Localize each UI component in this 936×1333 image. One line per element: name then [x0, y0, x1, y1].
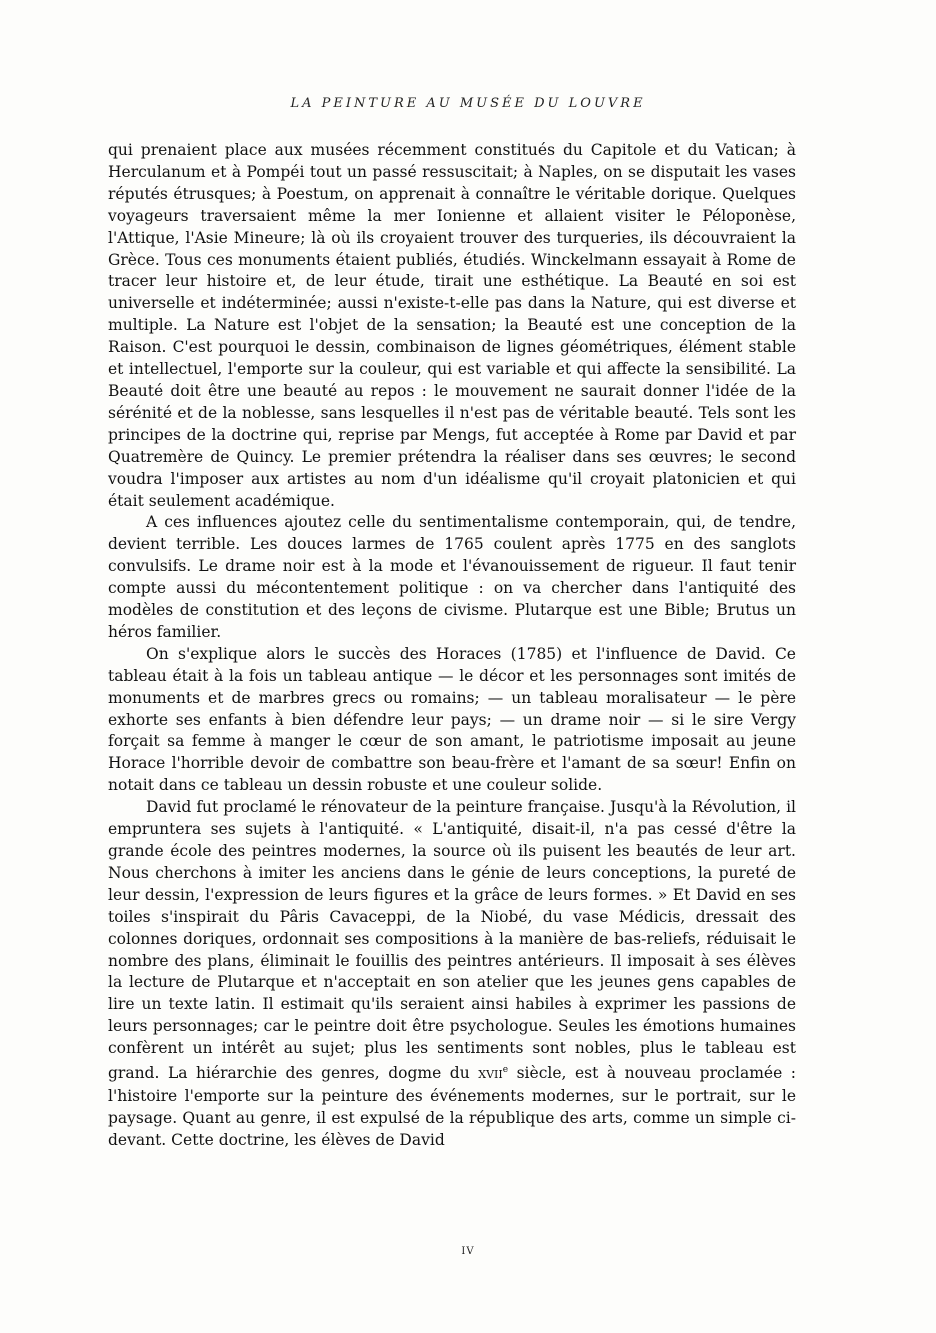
body-text: [108, 140, 796, 1152]
century-numeral: XVII: [478, 1068, 503, 1082]
paragraph-sentimentalism: A ces influences ajoutez celle du sentimentalisme contemporain, qui, de tendre, devient terrible. Les douces larmes de 1765 coulent après 1775 en des sanglots convulsifs. Le drame noir est à la mode et l'évanouissement de rigueur. Il faut tenir compte aussi du mécontentement politique : on va chercher dans l'antiquité des modèles de constitution et des leçons de civisme. Plutarque est une Bible; Brutus un héros familier.: [108, 513, 796, 641]
century-suffix: e: [502, 1065, 509, 1076]
paragraph-continued: qui prenaient place aux musées récemment constitués du Capitole et du Vatican; à Herculanum et à Pompéi tout un passé ressuscitait; à Naples, on se disputait les vases réputés étrusques; à Poestum, on apprenait à connaître le véritable dorique. Quelques voyageurs traversaient même la mer Ionienne et allaient visiter le Péloponèse, l'Attique, l'Asie Mineure; là où ils croyaient trouver des turqueries, ils découvraient la Grèce. Tous ces monuments étaient publiés, étudiés. Winckelmann essayait à Rome de tracer leur histoire et, de leur étude, tirait une esthétique. La Beauté en soi est universelle et indéterminée; aussi n'existe-t-elle pas dans la Nature, qui est diverse et multiple. La Nature est l'objet de la sensation; la Beauté est une conception de la Raison. C'est pourquoi le dessin, combinaison de lignes géométriques, élément stable et intellectuel, l'emporte sur la couleur, qui est variable et qui affecte la sensibilité. La Beauté doit être une beauté au repos : le mouvement ne saurait donner l'idée de la sérénité et de la noblesse, sans lesquelles il n'est pas de véritable beauté. Tels sont les principes de la doctrine qui, reprise par Mengs, fut acceptée à Rome par David et par Quatremère de Quincy. Le premier prétendra la réaliser dans ses œuvres; le second voudra l'imposer aux artistes au nom d'un idéalisme qu'il croyait platonicien et qui était seulement académique.: [108, 141, 796, 510]
running-header: LA PEINTURE AU MUSÉE DU LOUVRE: [290, 96, 646, 111]
paragraph-david-text-end: siècle, est à nouveau proclamée : l'histoire l'emporte sur la peinture des événements modernes, sur le portrait, sur le paysage. Quant au genre, il est expulsé de la république des arts, comme un simple ci-devant. Cette doctrine, les élèves de David: [108, 1064, 797, 1149]
paragraph-david-renovateur: [108, 797, 796, 1152]
paragraph-horaces: On s'explique alors le succès des Horaces (1785) et l'influence de David. Ce tableau était à la fois un tableau antique — le décor et les personnages sont imités de monuments et de marbres grecs ou romains; — un tableau moralisateur — le père exhorte ses enfants à bien défendre leur pays; — un drame noir — si le sire Vergy forçait sa femme à manger le cœur de son amant, le patriotisme imposait au jeune Horace l'horrible devoir de combattre son beau-frère et l'amant de sa sœur! Enfin on notait dans ce tableau un dessin robuste et une couleur solide.: [108, 644, 796, 795]
paragraph-david-text-start: David fut proclamé le rénovateur de la peinture française. Jusqu'à la Révolution, il empruntera ses sujets à l'antiquité. « L'antiquité, disait-il, n'a pas cessé d'être la grande école des peintres modernes, la source où ils puisent les beautés de leur art. Nous cherchons à imiter les anciens dans le génie de leurs conceptions, la pureté de leur dessin, l'expression de leurs figures et la grâce de leurs formes. » Et David en ses toiles s'inspirait du Pâris Cavaceppi, de la Niobé, du vase Médicis, dressait des colonnes doriques, ordonnait ses compositions à la manière de bas-reliefs, réduisait le nombre des plans, éliminait le fouillis des peintres antérieurs. Il imposait à ses élèves la lecture de Plutarque et n'acceptait en son atelier que les jeunes gens capables de lire un texte latin. Il estimait qu'ils seraient ainsi habiles à exprimer les passions de leurs personnages; car le peintre doit être psychologue. Seules les émotions humaines confèrent un intérêt au sujet; plus les sentiments sont nobles, plus le tableau est grand. La hiérarchie des genres, dogme du: [108, 798, 796, 1083]
page-number: IV: [461, 1246, 475, 1257]
